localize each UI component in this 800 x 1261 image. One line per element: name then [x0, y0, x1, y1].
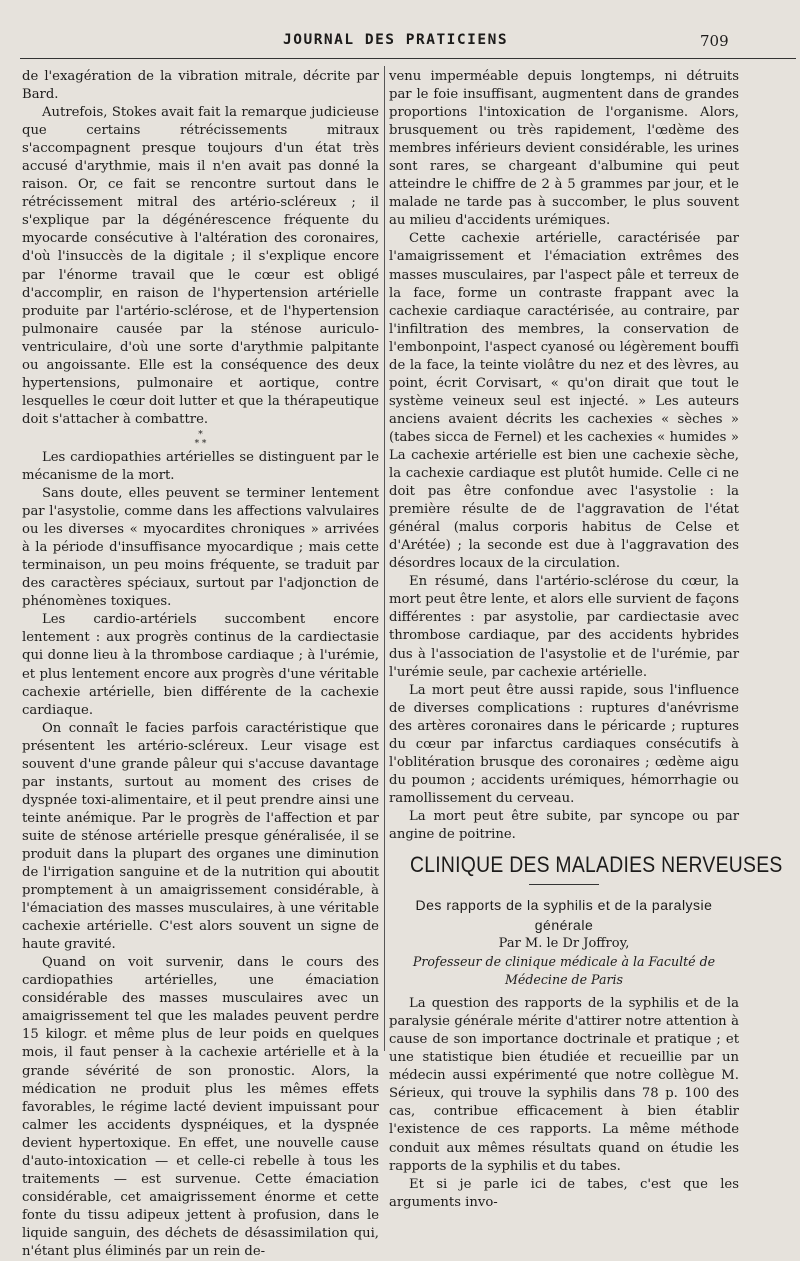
- paragraph: En résumé, dans l'artério-sclérose du cœur, la mort peut être lente, et alors elle survient de façons différentes : par asystolie, par cardiectasie avec thrombose cardiaque, par des accidents hybrides dus à l'association de l'asystolie et de l'urémie, par l'urémie seule, par cachexie artérielle.: [389, 574, 739, 680]
- paragraph: On connaît le facies parfois caractéristique que présentent les artério-scléreux. Leur visage est souvent d'une grande pâleur qui s'accuse davantage par instants, surtout au moment des crises de dyspnée toxi-alimentaire, et il peut prendre ainsi une teinte anémique. Par le progrès de l'affection et par suite de sténose artérielle presque généralisée, il se produit dans la plupart des organes une diminution de l'irrigation sanguine et de la nutrition qui aboutit promptement à un amaigrissement considérable, à l'émaciation des masses musculaires, à une véritable cachexie artérielle. C'est alors souvent un signe de haute gravité.: [22, 720, 379, 953]
- section-break-asterisks: * * *: [194, 429, 207, 449]
- paragraph: venu imperméable depuis longtemps, ni détruits par le foie insuffisant, augmentent dans de grandes proportions l'intoxication de l'organisme. Alors, brusquement ou très rapidement, l'œdème des membres inférieurs devient considérable, les urines sont rares, se chargeant d'albumine qui peut atteindre le chiffre de 2 à 5 grammes par jour, et le malade ne tarde pas à succomber, le plus souvent au milieu d'accidents urémiques.: [389, 69, 739, 229]
- article-title: Des rapports de la syphilis et de la paralysie générale: [415, 897, 713, 934]
- paragraph: Les cardio-artériels succombent encore lentement : aux progrès continus de la cardiectasie qui donne lieu à la thrombose cardiaque ; à l'urémie, et plus lentement encore aux progrès d'une véritable cachexie artérielle, bien différente de la cachexie cardiaque.: [22, 612, 379, 718]
- paragraph: La question des rapports de la syphilis et de la paralysie générale mérite d'attirer notre attention à cause de son importance doctrinale et pratique ; et une statistique bien étudiée et recueillie par un médecin aussi expérimenté que notre collègue M. Sérieux, qui trouve la syphilis dans 78 p. 100 des cas, contribue efficacement à bien établir l'existence de ces rapports. La même méthode conduit aux mêmes résultats quand on étudie les rapports de la syphilis et du tabes.: [389, 996, 739, 1174]
- left-column: [22, 68, 379, 1259]
- paragraph: Et si je parle ici de tabes, c'est que les arguments invo-: [389, 1176, 739, 1210]
- paragraph: Sans doute, elles peuvent se terminer lentement par l'asystolie, comme dans les affections valvulaires ou les diverses « myocardites chroniques » arrivées à la période d'insuffisance myocardique ; mais cette terminaison, un peu moins fréquente, se traduit par des caractères spéciaux, surtout par l'adjonction de phénomènes toxiques.: [22, 486, 379, 610]
- header-rule: [20, 58, 796, 59]
- paragraph: Cette cachexie artérielle, caractérisée par l'amaigrissement et l'émaciation extrêmes des masses musculaires, par l'aspect pâle et terreux de la face, forme un contraste frappant avec la cachexie cardiaque caractérisée, au contraire, par l'infiltration des membres, la conservation de l'embonpoint, l'aspect cyanosé ou légèrement bouffi de la face, la teinte violâtre du nez et des lèvres, au point, écrit Corvisart, « qu'on dirait que tout le système veineux seul est injecté. » Les auteurs anciens avaient décrits les cachexies « sèches » (tabes sicca de Fernel) et les cachexies « humides » La cachexie artérielle est bien une cachexie sèche, la cachexie cardiaque est plutôt humide. Celle ci ne doit pas être confondue avec l'asystolie : la première résulte de de l'aggravation de l'état général (malus corporis habitus de Celse et d'Arétée) ; la seconde est due à l'aggravation des désordres locaux de la circulation.: [389, 231, 739, 572]
- paragraph: de l'exagération de la vibration mitrale, décrite par Bard.: [22, 69, 379, 103]
- right-column: [389, 68, 783, 1210]
- paragraph: Quand on voit survenir, dans le cours des cardiopathies artérielles, une émaciation considérable des masses musculaires avec un amaigrissement tel que les malades peuvent perdre 15 kilogr. et même plus de leur poids en quelques mois, il faut penser à la cachexie artérielle et à la grande sévérité de son pronostic. Alors, la médication ne produit plus les mêmes effets favorables, le régime lacté devient impuissant pour calmer les accidents dyspnéiques, et la dyspnée devient hypertoxique. En effet, une nouvelle cause d'auto-intoxication — et celle-ci rebelle à tous les traitements — est survenue. Cette émaciation considérable, cet amaigrissement énorme et cette fonte du tissu adipeux jettent à profusion, dans le liquide sanguin, des déchets de désassimilation qui, n'étant plus éliminés par un rein de-: [22, 955, 379, 1259]
- paragraph: La mort peut être subite, par syncope ou par angine de poitrine.: [389, 808, 739, 842]
- paragraph: Les cardiopathies artérielles se distinguent par le mécanisme de la mort.: [22, 449, 379, 483]
- author-byline: Par M. le Dr Joffroy,: [498, 936, 630, 952]
- running-header: [0, 32, 800, 56]
- section-rule: [529, 884, 599, 885]
- section-title: CLINIQUE DES MALADIES NERVEUSES: [410, 852, 783, 878]
- author-affiliation: Professeur de clinique médicale à la Faculté de Médecine de Paris: [412, 954, 716, 988]
- column-divider: [384, 66, 385, 1051]
- page-number: 709: [700, 32, 729, 50]
- paragraph: Autrefois, Stokes avait fait la remarque judicieuse que certains rétrécissements mitraux s'accompagnent presque toujours d'un état très accusé d'arythmie, mais il n'en avait pas donné la raison. Or, ce fait se rencontre surtout dans le rétrécissement mitral des artério-scléreux ; il s'explique par la dégénérescence fréquente du myocarde consécutive à l'altération des coronaires, d'où l'insuccès de la digitale ; il s'explique encore par l'énorme travail que le cœur est obligé d'accomplir, en raison de l'hypertension artérielle produite par l'artério-sclérose, et de l'hypertension pulmonaire causée par la sténose auriculo-ventriculaire, d'où une sorte d'arythmie palpitante ou angoissante. Elle est la conséquence des deux hypertensions, pulmonaire et aortique, contre lesquelles le cœur doit lutter et que la thérapeutique doit s'attacher à combattre.: [22, 105, 379, 427]
- paragraph: La mort peut être aussi rapide, sous l'influence de diverses complications : ruptures d'anévrisme des artères coronaires dans le péricarde ; ruptures du cœur par infarctus cardiaques consécutifs à l'oblitération brusque des coronaires ; œdème aigu du poumon ; accidents urémiques, hémorrhagie ou ramollissement du cerveau.: [389, 682, 739, 806]
- journal-title: JOURNAL DES PRATICIENS: [283, 32, 509, 48]
